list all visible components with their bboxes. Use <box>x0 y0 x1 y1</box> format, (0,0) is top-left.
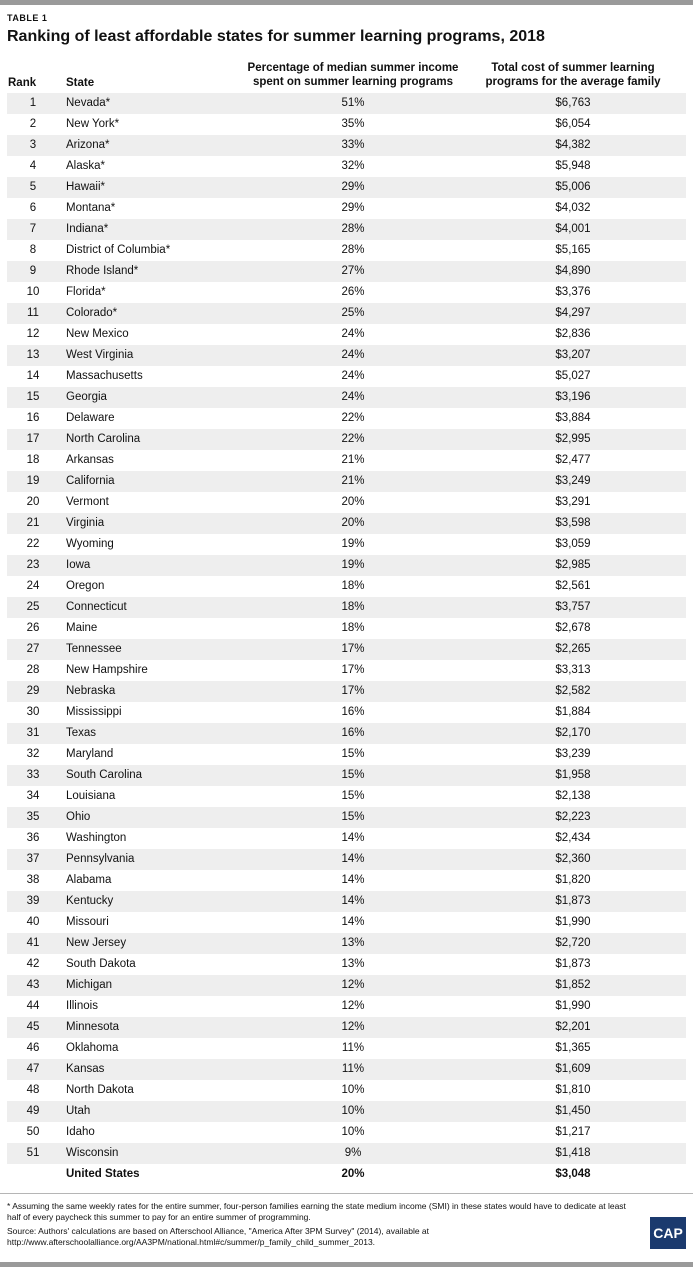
state-cell: Wisconsin <box>66 1147 119 1159</box>
table-row <box>7 177 686 198</box>
state-cell: Delaware <box>66 412 115 424</box>
table-row <box>7 870 686 891</box>
table-row <box>7 744 686 765</box>
state-cell: Nebraska <box>66 685 116 697</box>
state-cell: Ohio <box>66 811 91 823</box>
state-cell: Arizona* <box>66 139 110 151</box>
table-row <box>7 1038 686 1059</box>
percentage-cell: 14% <box>341 895 365 907</box>
table-row <box>7 114 686 135</box>
table-row <box>7 513 686 534</box>
table-row <box>7 786 686 807</box>
rank-cell: 8 <box>29 244 37 256</box>
rank-cell: 44 <box>26 1000 40 1012</box>
percentage-cell: 22% <box>341 412 365 424</box>
cost-cell: $3,249 <box>555 475 591 487</box>
rank-cell: 27 <box>26 643 40 655</box>
cost-cell: $2,582 <box>555 685 591 697</box>
state-cell: Pennsylvania <box>66 853 135 865</box>
rank-cell: 39 <box>26 895 40 907</box>
table-row <box>7 849 686 870</box>
state-cell: District of Columbia* <box>66 244 171 256</box>
cost-cell: $2,995 <box>555 433 591 445</box>
table-row <box>7 912 686 933</box>
rank-cell: 30 <box>26 706 40 718</box>
rank-cell: 11 <box>27 307 39 319</box>
percentage-cell: 21% <box>341 454 365 466</box>
percentage-cell: 15% <box>341 769 365 781</box>
rank-cell: 24 <box>26 580 40 592</box>
table-row <box>7 723 686 744</box>
percentage-cell: 24% <box>341 391 365 403</box>
cost-cell: $3,376 <box>555 286 591 298</box>
percentage-cell: 28% <box>341 223 365 235</box>
percentage-cell: 32% <box>341 160 365 172</box>
state-cell: Idaho <box>66 1126 95 1138</box>
cost-cell: $3,313 <box>555 664 591 676</box>
percentage-cell: 14% <box>341 874 365 886</box>
footnote: * Assuming the same weekly rates for the entire summer, four-person families earning the state medium income (SMI) in these states would have to dedicate at least half of every paycheck this summer to pay for an entire summer of programming. <box>7 1201 626 1222</box>
rank-cell: 36 <box>26 832 40 844</box>
state-cell: South Carolina <box>66 769 143 781</box>
rank-cell: 34 <box>26 790 40 802</box>
percentage-cell: 14% <box>341 832 365 844</box>
rank-cell: 13 <box>26 349 40 361</box>
cost-cell: $1,609 <box>555 1063 591 1075</box>
table-row <box>7 618 686 639</box>
table-row <box>7 303 686 324</box>
state-cell: Michigan <box>66 979 113 991</box>
cost-cell: $1,217 <box>555 1126 591 1138</box>
percentage-cell: 12% <box>341 979 365 991</box>
state-cell: Louisiana <box>66 790 116 802</box>
percentage-cell: 14% <box>341 916 365 928</box>
percentage-cell: 17% <box>341 664 365 676</box>
rank-cell: 43 <box>26 979 40 991</box>
state-cell: Kentucky <box>66 895 114 907</box>
percentage-cell: 26% <box>341 286 365 298</box>
header-percentage-line1: Percentage of median summer income <box>247 62 459 74</box>
table-row <box>7 891 686 912</box>
cost-cell: $1,884 <box>555 706 591 718</box>
rank-cell: 12 <box>26 328 40 340</box>
state-cell: New Hampshire <box>66 664 148 676</box>
percentage-cell: 12% <box>341 1021 365 1033</box>
table-row <box>7 996 686 1017</box>
rank-cell: 35 <box>26 811 40 823</box>
cost-cell: $1,958 <box>555 769 591 781</box>
state-cell: Missouri <box>66 916 109 928</box>
percentage-cell: 11% <box>341 1063 365 1075</box>
state-cell: South Dakota <box>66 958 136 970</box>
table-row <box>7 807 686 828</box>
cost-cell: $1,365 <box>555 1042 591 1054</box>
percentage-cell: 29% <box>341 202 365 214</box>
table-label: TABLE 1 <box>7 13 48 23</box>
cost-cell: $3,048 <box>555 1168 591 1180</box>
rank-cell: 22 <box>26 538 40 550</box>
rank-cell: 15 <box>26 391 40 403</box>
cost-cell: $4,032 <box>555 202 591 214</box>
percentage-cell: 24% <box>341 370 365 382</box>
percentage-cell: 19% <box>341 559 365 571</box>
percentage-cell: 21% <box>341 475 365 487</box>
percentage-cell: 15% <box>341 748 365 760</box>
table-row <box>7 198 686 219</box>
table-row <box>7 282 686 303</box>
cost-cell: $3,291 <box>555 496 591 508</box>
percentage-cell: 12% <box>341 1000 365 1012</box>
rank-cell: 29 <box>26 685 40 697</box>
cost-cell: $2,170 <box>555 727 591 739</box>
rank-cell: 40 <box>26 916 40 928</box>
state-cell: Vermont <box>66 496 109 508</box>
rank-cell: 20 <box>26 496 40 508</box>
table-row <box>7 555 686 576</box>
table-row <box>7 681 686 702</box>
rank-cell: 42 <box>26 958 40 970</box>
cost-cell: $3,598 <box>555 517 591 529</box>
cost-cell: $2,477 <box>555 454 591 466</box>
cost-cell: $4,001 <box>555 223 591 235</box>
ranking-table <box>7 93 686 1185</box>
header-cost-line1: Total cost of summer learning <box>491 62 655 74</box>
table-row <box>7 1143 686 1164</box>
cost-cell: $1,418 <box>555 1147 591 1159</box>
state-cell: Alabama <box>66 874 112 886</box>
state-cell: Virginia <box>66 517 105 529</box>
percentage-cell: 19% <box>341 538 365 550</box>
rank-cell: 3 <box>29 139 37 151</box>
state-cell: Maine <box>66 622 98 634</box>
table-row <box>7 471 686 492</box>
rank-cell: 38 <box>26 874 40 886</box>
cost-cell: $5,165 <box>555 244 591 256</box>
table-row <box>7 828 686 849</box>
table-row <box>7 576 686 597</box>
rank-cell: 9 <box>29 265 37 277</box>
cost-cell: $3,059 <box>555 538 591 550</box>
state-cell: Texas <box>66 727 97 739</box>
percentage-cell: 35% <box>341 118 365 130</box>
percentage-cell: 18% <box>341 580 365 592</box>
cost-cell: $3,757 <box>555 601 591 613</box>
state-cell: Connecticut <box>66 601 127 613</box>
cap-logo: CAP <box>650 1217 686 1249</box>
cost-cell: $2,265 <box>555 643 591 655</box>
cost-cell: $3,207 <box>555 349 591 361</box>
table-row <box>7 1101 686 1122</box>
percentage-cell: 51% <box>341 97 365 109</box>
state-cell: North Dakota <box>66 1084 134 1096</box>
percentage-cell: 18% <box>341 601 365 613</box>
state-cell: Washington <box>66 832 127 844</box>
rank-cell: 19 <box>26 475 40 487</box>
percentage-cell: 20% <box>341 517 365 529</box>
cost-cell: $1,990 <box>555 1000 591 1012</box>
rank-cell: 10 <box>26 286 40 298</box>
table-row <box>7 702 686 723</box>
rank-cell: 48 <box>26 1084 40 1096</box>
cost-cell: $4,297 <box>555 307 591 319</box>
percentage-cell: 15% <box>341 790 365 802</box>
cost-cell: $2,201 <box>555 1021 591 1033</box>
percentage-cell: 10% <box>341 1084 365 1096</box>
state-cell: New Jersey <box>66 937 127 949</box>
table-row <box>7 387 686 408</box>
cost-cell: $1,810 <box>555 1084 591 1096</box>
header-percentage <box>243 61 463 89</box>
rank-cell: 32 <box>26 748 40 760</box>
cost-cell: $3,884 <box>555 412 591 424</box>
state-cell: North Carolina <box>66 433 141 445</box>
rank-cell: 41 <box>26 937 40 949</box>
table-row <box>7 660 686 681</box>
table-title: Ranking of least affordable states for summer learning programs, 2018 <box>7 28 545 45</box>
state-cell: Colorado* <box>66 307 118 319</box>
rank-cell: 28 <box>26 664 40 676</box>
percentage-cell: 20% <box>341 1168 365 1180</box>
percentage-cell: 22% <box>341 433 365 445</box>
rank-cell: 47 <box>26 1063 40 1075</box>
state-cell: Massachusetts <box>66 370 143 382</box>
rank-cell: 26 <box>26 622 40 634</box>
state-cell: Oklahoma <box>66 1042 119 1054</box>
percentage-cell: 20% <box>341 496 365 508</box>
percentage-cell: 24% <box>341 328 365 340</box>
table-row <box>7 450 686 471</box>
table-row <box>7 261 686 282</box>
state-cell: Utah <box>66 1105 91 1117</box>
state-cell: Florida* <box>66 286 106 298</box>
rank-cell: 14 <box>26 370 40 382</box>
state-cell: Montana* <box>66 202 116 214</box>
percentage-cell: 13% <box>341 937 365 949</box>
table-row <box>7 219 686 240</box>
percentage-cell: 33% <box>341 139 365 151</box>
rank-cell: 51 <box>26 1147 40 1159</box>
table-row <box>7 1017 686 1038</box>
cost-cell: $2,836 <box>555 328 591 340</box>
rank-cell: 37 <box>26 853 40 865</box>
cost-cell: $5,027 <box>555 370 591 382</box>
cost-cell: $2,223 <box>555 811 591 823</box>
table-row <box>7 93 686 114</box>
top-rule <box>0 0 693 5</box>
table-row <box>7 240 686 261</box>
header-cost <box>466 61 680 89</box>
state-cell: California <box>66 475 115 487</box>
percentage-cell: 17% <box>341 643 365 655</box>
rank-cell: 21 <box>26 517 40 529</box>
percentage-cell: 28% <box>341 244 365 256</box>
rank-cell: 46 <box>26 1042 40 1054</box>
table-row <box>7 408 686 429</box>
table-row <box>7 156 686 177</box>
table-row <box>7 933 686 954</box>
cost-cell: $1,873 <box>555 895 591 907</box>
percentage-cell: 29% <box>341 181 365 193</box>
rank-cell: 7 <box>29 223 37 235</box>
rank-cell: 50 <box>26 1126 40 1138</box>
rank-cell: 45 <box>26 1021 40 1033</box>
rank-cell: 2 <box>29 118 37 130</box>
cost-cell: $2,985 <box>555 559 591 571</box>
table-row-total <box>7 1164 686 1185</box>
rank-cell: 23 <box>26 559 40 571</box>
rank-cell: 1 <box>29 97 37 109</box>
footer-rule <box>0 1193 693 1194</box>
cost-cell: $3,196 <box>555 391 591 403</box>
header-rank: Rank <box>8 77 37 89</box>
cost-cell: $2,138 <box>555 790 591 802</box>
state-cell: Tennessee <box>66 643 122 655</box>
state-cell: Minnesota <box>66 1021 120 1033</box>
rank-cell: 25 <box>26 601 40 613</box>
rank-cell: 17 <box>26 433 40 445</box>
cost-cell: $1,450 <box>555 1105 591 1117</box>
cost-cell: $5,006 <box>555 181 591 193</box>
percentage-cell: 18% <box>341 622 365 634</box>
state-cell: United States <box>66 1168 140 1180</box>
percentage-cell: 17% <box>341 685 365 697</box>
cost-cell: $5,948 <box>555 160 591 172</box>
header-state: State <box>66 77 95 89</box>
table-row <box>7 492 686 513</box>
percentage-cell: 13% <box>341 958 365 970</box>
percentage-cell: 15% <box>341 811 365 823</box>
cost-cell: $2,434 <box>555 832 591 844</box>
percentage-cell: 10% <box>341 1105 365 1117</box>
state-cell: Hawaii* <box>66 181 105 193</box>
cost-cell: $1,820 <box>555 874 591 886</box>
state-cell: Wyoming <box>66 538 114 550</box>
table-row <box>7 1122 686 1143</box>
header-cost-line2: programs for the average family <box>485 76 661 88</box>
rank-cell: 16 <box>26 412 40 424</box>
rank-cell: 5 <box>29 181 37 193</box>
percentage-cell: 16% <box>341 727 365 739</box>
state-cell: Mississippi <box>66 706 122 718</box>
state-cell: Maryland <box>66 748 114 760</box>
cost-cell: $6,763 <box>555 97 591 109</box>
state-cell: Rhode Island* <box>66 265 139 277</box>
table-row <box>7 429 686 450</box>
rank-cell: 6 <box>29 202 37 214</box>
table-row <box>7 765 686 786</box>
table-row <box>7 345 686 366</box>
cost-cell: $6,054 <box>555 118 591 130</box>
cost-cell: $4,890 <box>555 265 591 277</box>
table-row <box>7 639 686 660</box>
state-cell: West Virginia <box>66 349 134 361</box>
table-row <box>7 1059 686 1080</box>
percentage-cell: 24% <box>341 349 365 361</box>
state-cell: New York* <box>66 118 120 130</box>
state-cell: Indiana* <box>66 223 109 235</box>
percentage-cell: 11% <box>341 1042 365 1054</box>
cost-cell: $2,561 <box>555 580 591 592</box>
cost-cell: $1,873 <box>555 958 591 970</box>
cost-cell: $2,678 <box>555 622 591 634</box>
percentage-cell: 9% <box>344 1147 362 1159</box>
percentage-cell: 27% <box>341 265 365 277</box>
percentage-cell: 25% <box>341 307 365 319</box>
rank-cell: 31 <box>26 727 40 739</box>
table-row <box>7 324 686 345</box>
header-percentage-line2: spent on summer learning programs <box>252 76 453 88</box>
table-row <box>7 534 686 555</box>
table-row <box>7 366 686 387</box>
table-row <box>7 597 686 618</box>
table-row <box>7 975 686 996</box>
cost-cell: $3,239 <box>555 748 591 760</box>
cost-cell: $4,382 <box>555 139 591 151</box>
cost-cell: $2,360 <box>555 853 591 865</box>
bottom-rule <box>0 1262 693 1267</box>
state-cell: Kansas <box>66 1063 105 1075</box>
percentage-cell: 10% <box>341 1126 365 1138</box>
cost-cell: $2,720 <box>555 937 591 949</box>
table-row <box>7 954 686 975</box>
table-row <box>7 1080 686 1101</box>
cost-cell: $1,852 <box>555 979 591 991</box>
state-cell: Arkansas <box>66 454 114 466</box>
state-cell: Alaska* <box>66 160 105 172</box>
state-cell: Illinois <box>66 1000 98 1012</box>
state-cell: Oregon <box>66 580 105 592</box>
rank-cell: 33 <box>26 769 40 781</box>
cost-cell: $1,990 <box>555 916 591 928</box>
rank-cell: 49 <box>26 1105 40 1117</box>
percentage-cell: 14% <box>341 853 365 865</box>
state-cell: Iowa <box>66 559 91 571</box>
table-row <box>7 135 686 156</box>
percentage-cell: 16% <box>341 706 365 718</box>
state-cell: New Mexico <box>66 328 129 340</box>
rank-cell: 4 <box>29 160 37 172</box>
source-note: Source: Authors' calculations are based on Afterschool Alliance, "America After 3PM Survey" (2014), available at http://www.afterschoolalliance.org/AA3PM/national.html#c/summer/p_family_child_summer_2013. <box>7 1226 430 1247</box>
rank-cell: 18 <box>26 454 40 466</box>
state-cell: Georgia <box>66 391 107 403</box>
state-cell: Nevada* <box>66 97 111 109</box>
